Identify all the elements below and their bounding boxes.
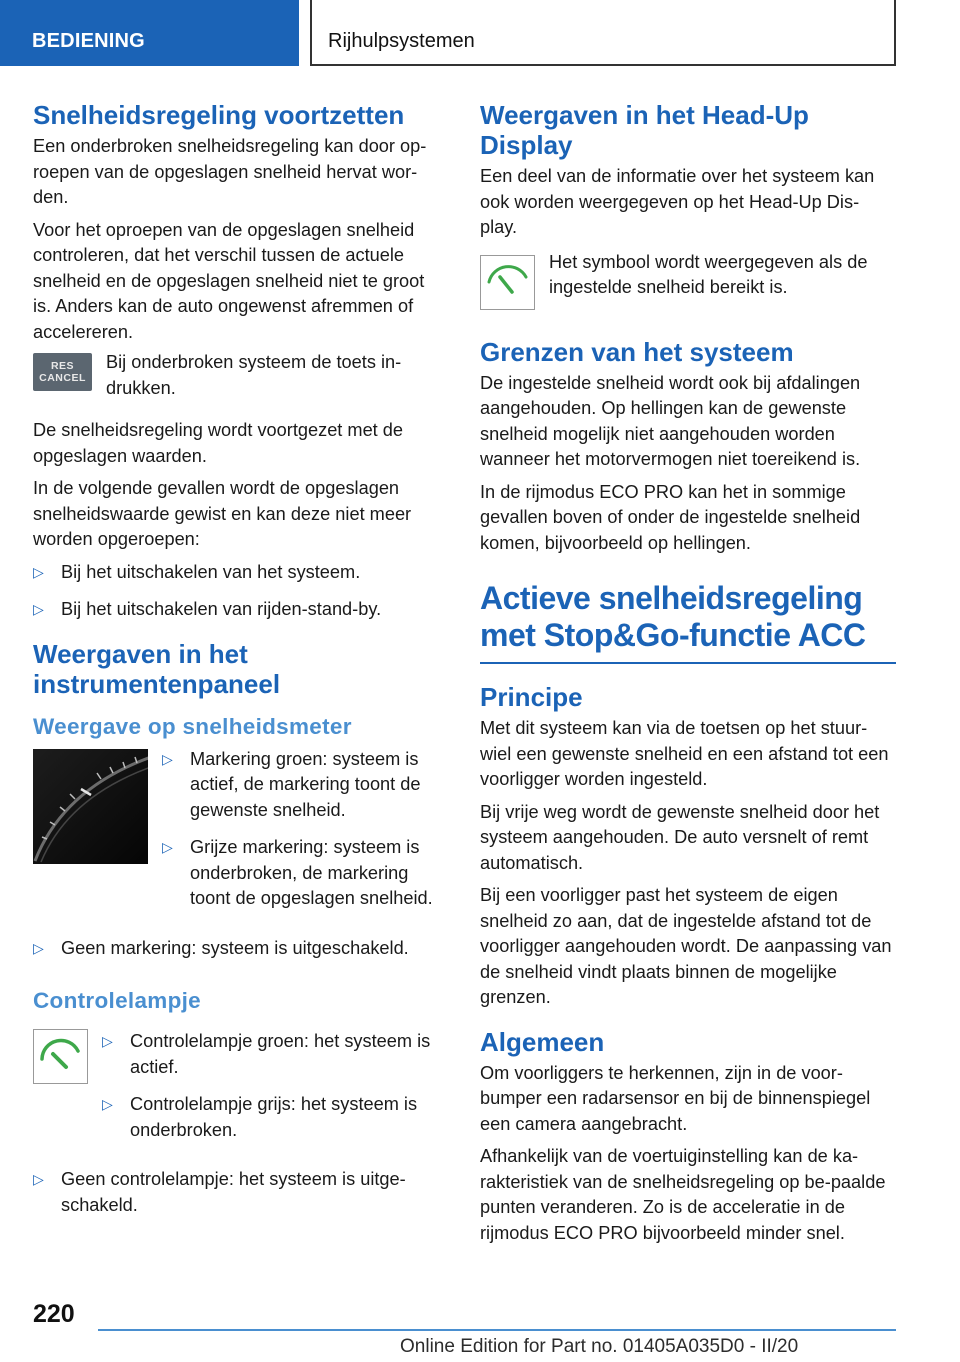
triangle-bullet-icon: ▷ <box>162 750 173 767</box>
list-item: ▷ Bij het uitschakelen van het systeem. <box>33 560 447 586</box>
cancel-label: CANCEL <box>39 372 86 384</box>
hud-row <box>480 253 896 315</box>
right-column <box>480 100 896 1253</box>
paragraph: In de rijmodus ECO PRO kan het in sommige gevallen boven of onder de ingestelde snelheid komen, bijvoorbeeld op hellingen. <box>480 481 861 553</box>
triangle-bullet-icon: ▷ <box>102 1096 113 1112</box>
lamp-image <box>33 1029 88 1089</box>
section-tab <box>0 0 299 66</box>
chapter-header <box>310 0 896 66</box>
paragraph: Voor het oproepen van de opgeslagen snelheid controleren, dat het verschil tussen de actuele snelheid en de opgeslagen snelheid niet te groot is. Anders kan de auto ongewenst afremmen of accelereren. <box>33 219 425 342</box>
bullet-list <box>33 560 447 623</box>
heading-snelheidsmeter: Weergave op snelheidsmeter <box>33 713 352 739</box>
section-title: BEDIENING <box>32 30 145 52</box>
paragraph: Een onderbroken snelheidsregeling kan door op-roepen van de opgeslagen snelheid hervat wor-den. <box>33 136 427 207</box>
heading-principe: Principe <box>480 682 583 712</box>
lamp-row <box>33 1025 447 1163</box>
list-item: ▷ Controlelampje groen: het systeem is actief. <box>102 1031 431 1077</box>
triangle-bullet-icon: ▷ <box>33 601 44 617</box>
triangle-bullet-icon: ▷ <box>162 839 173 855</box>
res-button-row <box>33 353 447 408</box>
res-instruction: Bij onderbroken systeem de toets in-drukken. <box>106 352 402 398</box>
triangle-bullet-icon: ▷ <box>102 1033 113 1049</box>
paragraph: Bij vrije weg wordt de gewenste snelheid door het systeem aangehouden. De auto versnelt of remt automatisch. <box>480 801 880 873</box>
heading-controlelampje: Controlelampje <box>33 988 201 1013</box>
heading-head-up: Weergaven in het Head-Up Display <box>480 100 809 160</box>
triangle-bullet-icon: ▷ <box>33 1171 44 1187</box>
list-item: ▷ Bij het uitschakelen van rijden-stand-by. <box>33 597 447 623</box>
paragraph: Een deel van de informatie over het systeem kan ook worden weergegeven op het Head-Up Dis-play. <box>480 166 875 237</box>
paragraph: De snelheidsregeling wordt voortgezet met de opgeslagen waarden. <box>33 420 404 466</box>
cruise-control-lamp-icon <box>33 1029 88 1084</box>
triangle-bullet-icon: ▷ <box>33 939 44 956</box>
paragraph: Om voorliggers te herkennen, zijn in de voor-bumper een radarsensor en bij de binnenspiegel een camera aangebracht. <box>480 1062 871 1134</box>
hud-speed-reached-icon <box>480 255 535 310</box>
list-item: ▷ Markering groen: systeem is actief, de markering toont de gewenste snelheid. <box>162 748 421 820</box>
edition-text: Online Edition for Part no. 01405A035D0 - II/20 <box>400 1336 799 1357</box>
res-label: RES <box>50 360 75 372</box>
triangle-bullet-icon: ▷ <box>33 563 44 580</box>
speedometer-image <box>33 749 148 869</box>
bullet-list <box>33 936 447 962</box>
hud-image <box>480 255 535 315</box>
hud-text: Het symbool wordt weergegeven als de ingestelde snelheid bereikt is. <box>549 251 868 297</box>
heading-algemeen: Algemeen <box>480 1026 605 1057</box>
heading-instrumentenpaneel: Weergaven in het instrumentenpaneel <box>33 638 281 699</box>
heading-acc: Actieve snelheidsregeling met Stop&Go-functie ACC <box>480 580 866 653</box>
list-item: ▷ Controlelampje grijs: het systeem is onderbroken. <box>102 1094 418 1140</box>
list-item: ▷ Geen markering: systeem is uitgeschakeld. <box>33 936 447 962</box>
paragraph: Afhankelijk van de voertuiginstelling kan de ka-rakteristiek van de snelheidsregeling op be-paalde punten veranderen. Zo is de acceleratie in de rijmodus ECO PRO bijvoorbeeld minder snel. <box>480 1146 886 1243</box>
paragraph: In de volgende gevallen wordt de opgeslagen snelheidswaarde gewist en kan deze niet meer worden opgeroepen: <box>33 478 412 549</box>
paragraph: Met dit systeem kan via de toetsen op het stuur-wiel een gewenste snelheid en een afstand tot een voorligger worden ingesteld. <box>480 718 889 789</box>
speedometer-row <box>33 749 447 932</box>
left-column <box>33 100 447 1230</box>
list-item: ▷ Geen controlelampje: het systeem is uitge-schakeld. <box>33 1169 406 1215</box>
heading-grenzen: Grenzen van het systeem <box>480 336 794 367</box>
lamp-list <box>102 1029 447 1155</box>
bullet-list <box>33 1167 447 1218</box>
speedometer-icon <box>33 749 148 864</box>
chapter-title: Rijhulpsystemen <box>328 30 475 52</box>
res-cancel-button-icon <box>33 353 92 391</box>
list-item: ▷ Grijze markering: systeem is onderbroken, de markering toont de opgeslagen snelheid. <box>162 837 433 908</box>
paragraph: Bij een voorligger past het systeem de eigen snelheid zo aan, dat de ingestelde afstand tot de voorligger aangehouden wordt. De aanpassing van de snelheid vindt plaats binnen de mogelijke grenzen. <box>480 885 892 1007</box>
speedometer-list <box>162 747 447 924</box>
paragraph: De ingestelde snelheid wordt ook bij afdalingen aangehouden. Op hellingen kan de gewenste snelheid mogelijk niet aangehouden worden wanneer het motorvermogen niet toereikend is. <box>480 372 861 469</box>
heading-rule <box>480 662 896 664</box>
heading-voortzetten: Snelheidsregeling voortzetten <box>33 100 405 130</box>
footer-rule <box>98 1329 896 1331</box>
page-number: 220 <box>33 1300 75 1328</box>
